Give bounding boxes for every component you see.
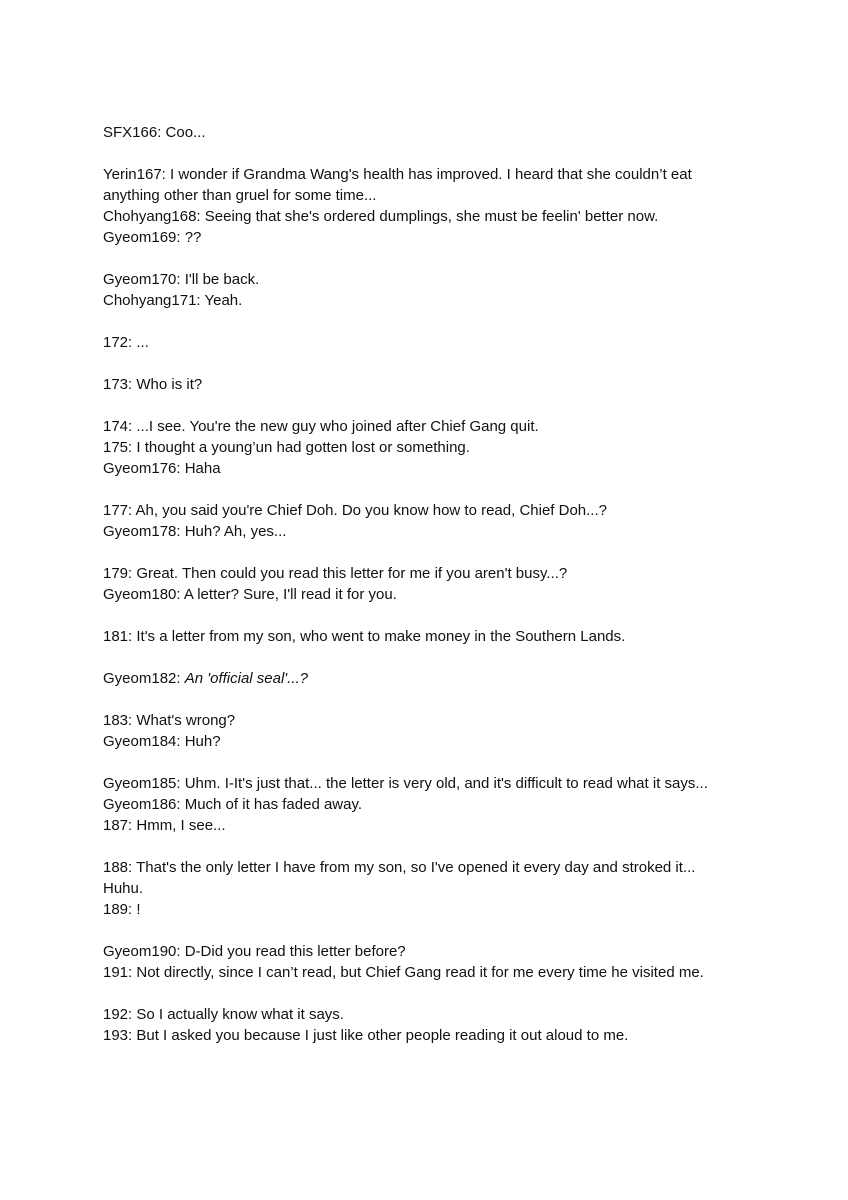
blank-line	[103, 143, 803, 164]
script-body	[103, 122, 803, 1046]
dialogue-line: Chohyang171: Yeah.	[103, 292, 243, 309]
dialogue-line: Gyeom169: ??	[103, 229, 202, 246]
dialogue-line: Chohyang168: Seeing that she's ordered dumplings, she must be feelin' better now.	[103, 208, 659, 225]
dialogue-line-italic	[103, 668, 803, 689]
blank-line	[103, 353, 803, 374]
blank-line	[103, 983, 803, 1004]
dialogue-line: 177: Ah, you said you're Chief Doh. Do you know how to read, Chief Doh...?	[103, 502, 607, 519]
dialogue-line: SFX166: Coo...	[103, 124, 206, 141]
dialogue-line: 192: So I actually know what it says.	[103, 1006, 344, 1023]
dialogue-line: Gyeom186: Much of it has faded away.	[103, 796, 363, 813]
dialogue-line: Gyeom176: Haha	[103, 460, 221, 477]
dialogue-line: Yerin167: I wonder if Grandma Wang's health has improved. I heard that she couldn’t eat	[103, 166, 692, 183]
dialogue-line: 187: Hmm, I see...	[103, 817, 226, 834]
dialogue-line: 175: I thought a young’un had gotten lost or something.	[103, 439, 470, 456]
dialogue-line: 189: !	[103, 901, 141, 918]
dialogue-line: 188: That's the only letter I have from my son, so I've opened it every day and stroked it...	[103, 859, 696, 876]
blank-line	[103, 647, 803, 668]
blank-line	[103, 542, 803, 563]
speaker-label: Gyeom182:	[103, 670, 185, 687]
blank-line	[103, 248, 803, 269]
dialogue-line: 181: It's a letter from my son, who went to make money in the Southern Lands.	[103, 628, 626, 645]
blank-line	[103, 689, 803, 710]
blank-line	[103, 311, 803, 332]
blank-line	[103, 920, 803, 941]
dialogue-line: anything other than gruel for some time...	[103, 187, 377, 204]
blank-line	[103, 605, 803, 626]
dialogue-line: 191: Not directly, since I can’t read, but Chief Gang read it for me every time he visited me.	[103, 964, 704, 981]
blank-line	[103, 395, 803, 416]
dialogue-line: Gyeom178: Huh? Ah, yes...	[103, 523, 287, 540]
blank-line	[103, 752, 803, 773]
dialogue-line: 173: Who is it?	[103, 376, 203, 393]
dialogue-line: Gyeom190: D-Did you read this letter before?	[103, 943, 406, 960]
blank-line	[103, 836, 803, 857]
dialogue-line: 183: What's wrong?	[103, 712, 236, 729]
dialogue-line: 172: ...	[103, 334, 149, 351]
dialogue-line: 174: ...I see. You're the new guy who joined after Chief Gang quit.	[103, 418, 539, 435]
dialogue-line: Huhu.	[103, 880, 144, 897]
dialogue-line: 193: But I asked you because I just like other people reading it out aloud to me.	[103, 1027, 629, 1044]
blank-line	[103, 479, 803, 500]
dialogue-line: Gyeom180: A letter? Sure, I'll read it for you.	[103, 586, 397, 603]
italic-thought: An 'official seal'...?	[184, 670, 309, 687]
dialogue-line: 179: Great. Then could you read this letter for me if you aren't busy...?	[103, 565, 568, 582]
dialogue-line: Gyeom185: Uhm. I-It's just that... the letter is very old, and it's difficult to read what it says...	[103, 775, 708, 792]
dialogue-line: Gyeom170: I'll be back.	[103, 271, 260, 288]
dialogue-line: Gyeom184: Huh?	[103, 733, 221, 750]
